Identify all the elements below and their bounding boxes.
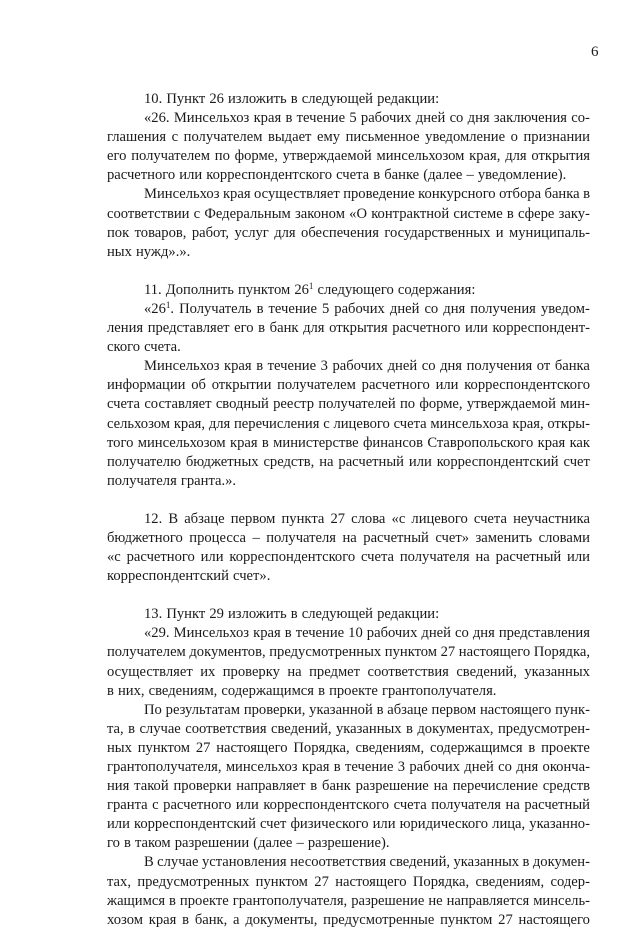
text-line: «29. Минсельхоз края в течение 10 рабочих дней со дня представления — [144, 625, 590, 642]
paragraph-gap — [107, 586, 590, 605]
superscript: 1 — [308, 280, 314, 291]
text-line: хозом края в банк, а документы, предусмотренные пунктом 27 настоящего — [107, 911, 590, 928]
text-line: счета составляет сводный реестр получателей по форме, утверждаемой мин- — [107, 396, 590, 413]
text-line: 12. В абзаце первом пункта 27 слова «с лицевого счета неучастника — [144, 510, 590, 527]
text-line: получателем документов, предусмотренных пунктом 27 настоящего Порядка, — [107, 644, 590, 661]
text-line: 10. Пункт 26 изложить в следующей редакции: — [144, 91, 440, 107]
text-line: бюджетного процесса – получателя на расчетный счет» заменить словами — [107, 529, 590, 546]
text-line: гранта с расчетного или корреспондентского счета получателя на расчетный — [107, 797, 590, 814]
text-line: тах, предусмотренных пунктом 27 настоящего Порядка, сведениям, содер- — [107, 873, 590, 890]
paragraph-gap — [107, 491, 590, 510]
text-line: ных пунктом 27 настоящего Порядка, сведениям, содержащимся в проекте — [107, 739, 590, 756]
text-line: «$26^1$. Получатель в течение 5 рабочих дней со дня получения уведом- — [144, 299, 590, 317]
text-line: ния такой проверки направляет в банк разрешение на перечисление средств — [107, 778, 590, 795]
text-line: ского счета. — [107, 339, 181, 356]
superscript: 1 — [165, 299, 171, 310]
text-line: ления представляет его в банк для открытия расчетного или корреспондент- — [107, 320, 590, 337]
text-line: го в таком разрешении (далее – разрешение). — [107, 835, 390, 852]
text-line: пок товаров, работ, услуг для обеспечения государственных и муниципаль- — [107, 224, 590, 241]
text-line: жащимся в проекте грантополучателя, разрешение не направляется минсель- — [107, 892, 590, 909]
text-line: грантополучателя, минсельхоз края в течение 3 рабочих дней со дня оконча- — [107, 759, 590, 775]
text-line: По результатам проверки, указанной в абзаце первом настоящего пунк- — [144, 701, 590, 718]
text-line: сельхозом края, для перечисления с лицевого счета минсельхоза края, откры- — [107, 415, 590, 432]
text-line: 11. Дополнить пунктом $26^1$ следующего содержания: — [144, 280, 476, 298]
text-line: Минсельхоз края осуществляет проведение конкурсного отбора банка в — [144, 186, 590, 203]
text-line: 13. Пункт 29 изложить в следующей редакции: — [144, 606, 440, 623]
text-line: корреспондентский счет». — [107, 568, 271, 585]
text-line: ных нужд».». — [107, 243, 191, 260]
text-line: В случае установления несоответствия сведений, указанных в докумен- — [144, 854, 590, 871]
text-line: глашения с получателем выдает ему письменное уведомление о признании — [107, 129, 590, 146]
text-line: «26. Минсельхоз края в течение 5 рабочих дней со дня заключения со- — [144, 110, 590, 127]
document-body — [107, 90, 590, 930]
text-line: получателя гранта.». — [107, 472, 237, 489]
text-line: информации об открытии получателем расчетного или корреспондентского — [107, 377, 590, 394]
text-line: расчетного или корреспондентского счета в банке (далее – уведомление). — [107, 167, 567, 184]
text-line: Минсельхоз края в течение 3 рабочих дней со дня получения от банка — [144, 358, 590, 375]
page-number: 6 — [591, 44, 599, 60]
text-line: осуществляет их проверку на предмет соответствия сведений, указанных — [107, 663, 590, 680]
text-line: соответствии с Федеральным законом «О контрактной системе в сфере заку- — [107, 205, 590, 222]
text-line: «с расчетного или корреспондентского счета получателя на расчетный или — [107, 549, 590, 566]
paragraph-gap — [107, 262, 590, 281]
text-line: получателю бюджетных средств, на расчетный или корреспондентский счет — [107, 453, 590, 470]
text-line: его получателем по форме, утверждаемой минсельхозом края, для открытия — [107, 148, 590, 165]
text-line: или корреспондентский счет физического или юридического лица, указанно- — [107, 816, 590, 833]
text-line: та, в случае соответствия сведений, указанных в документах, предусмотрен- — [107, 720, 590, 737]
text-line: того минсельхозом края в министерстве финансов Ставропольского края как — [107, 434, 590, 451]
text-line: в них, сведениям, содержащимся в проекте грантополучателя. — [107, 682, 497, 699]
